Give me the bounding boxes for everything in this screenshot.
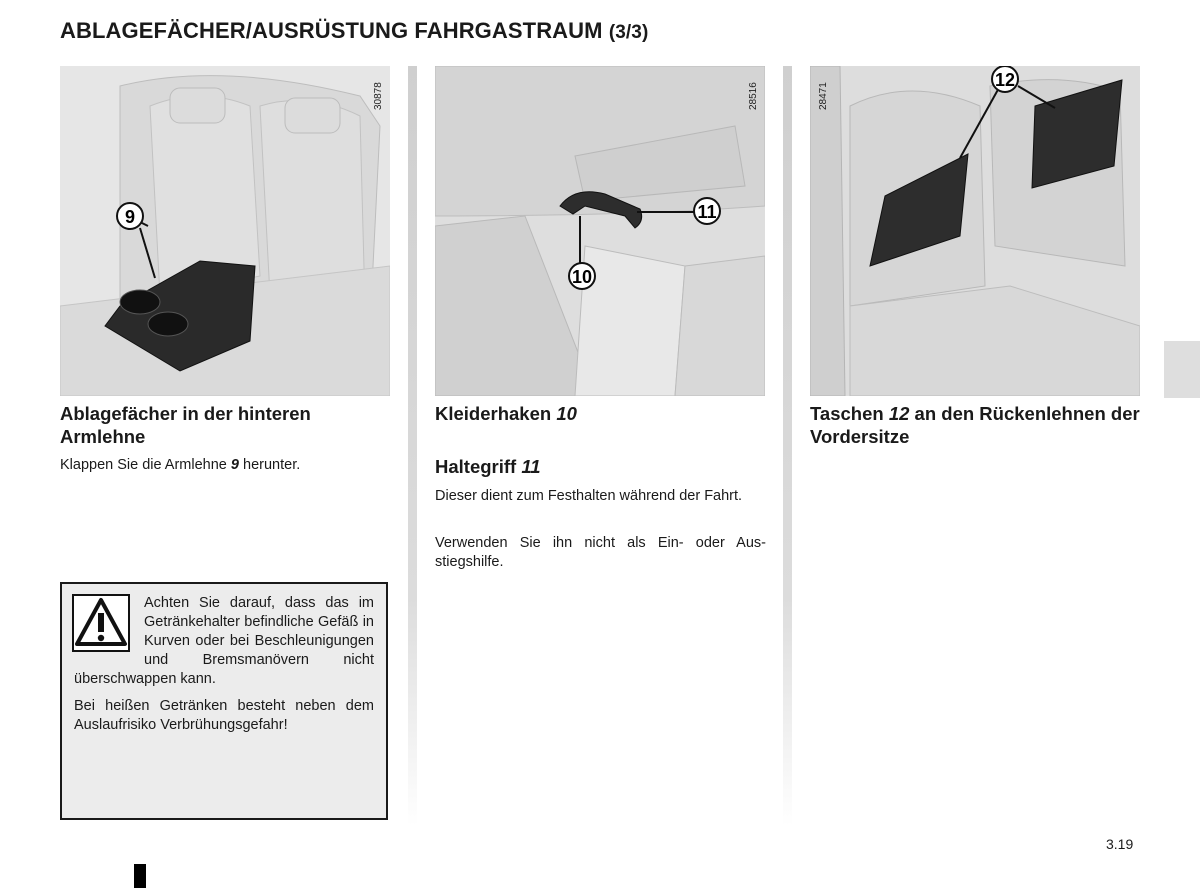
warning-para-2: Bei heißen Getränken besteht neben dem Auslaufrisiko Verbrühungsgefahr! bbox=[74, 698, 374, 733]
callout-9: 9 bbox=[124, 207, 136, 227]
callout-11: 11 bbox=[697, 202, 717, 222]
figure-grab-handle bbox=[435, 66, 765, 396]
callout-10: 10 bbox=[571, 267, 593, 287]
page-number: 3.19 bbox=[1106, 836, 1134, 852]
page-title: ABLAGEFÄCHER/AUSRÜSTUNG FAHRGASTRAUM (3/3) bbox=[60, 18, 649, 43]
warning-triangle-icon bbox=[72, 594, 130, 652]
text-rear-armrest: Klappen Sie die Armlehne 9 herunter. bbox=[60, 457, 301, 473]
figure-ref-number: 28516 bbox=[748, 82, 759, 110]
warning-box bbox=[60, 582, 388, 820]
heading-grab-handle: Haltegriff 11 bbox=[435, 456, 541, 477]
heading-seatback-pockets: Taschen 12 an den Rückenlehnen der Vordersitze bbox=[810, 403, 1140, 447]
heading-coat-hook: Kleiderhaken 10 bbox=[435, 403, 577, 424]
figure-rear-armrest bbox=[60, 66, 390, 396]
figure-seatback-pockets bbox=[810, 66, 1140, 396]
text-grab-handle-2: Verwenden Sie ihn nicht als Ein- oder Ausstiegshilfe. bbox=[435, 535, 766, 570]
section-tab bbox=[1164, 341, 1200, 398]
column-divider-2 bbox=[783, 66, 792, 826]
page-title-part: (3/3) bbox=[608, 22, 649, 43]
heading-rear-armrest: Ablagefächer in der hinteren Armlehne bbox=[60, 403, 311, 447]
column-divider-1 bbox=[408, 66, 417, 826]
warning-para-1: Achten Sie darauf, dass das im Getränkehalter befindliche Gefäß in Kurven oder bei Beschleunigungen und Bremsmanövern nicht überschwappen kann. bbox=[74, 595, 374, 687]
figure-ref-number: 28471 bbox=[818, 82, 829, 110]
callout-12: 12 bbox=[994, 70, 1016, 90]
text-grab-handle-1: Dieser dient zum Festhalten während der Fahrt. bbox=[435, 488, 743, 504]
crop-mark bbox=[134, 864, 146, 888]
figure-ref-number: 30878 bbox=[373, 82, 384, 110]
